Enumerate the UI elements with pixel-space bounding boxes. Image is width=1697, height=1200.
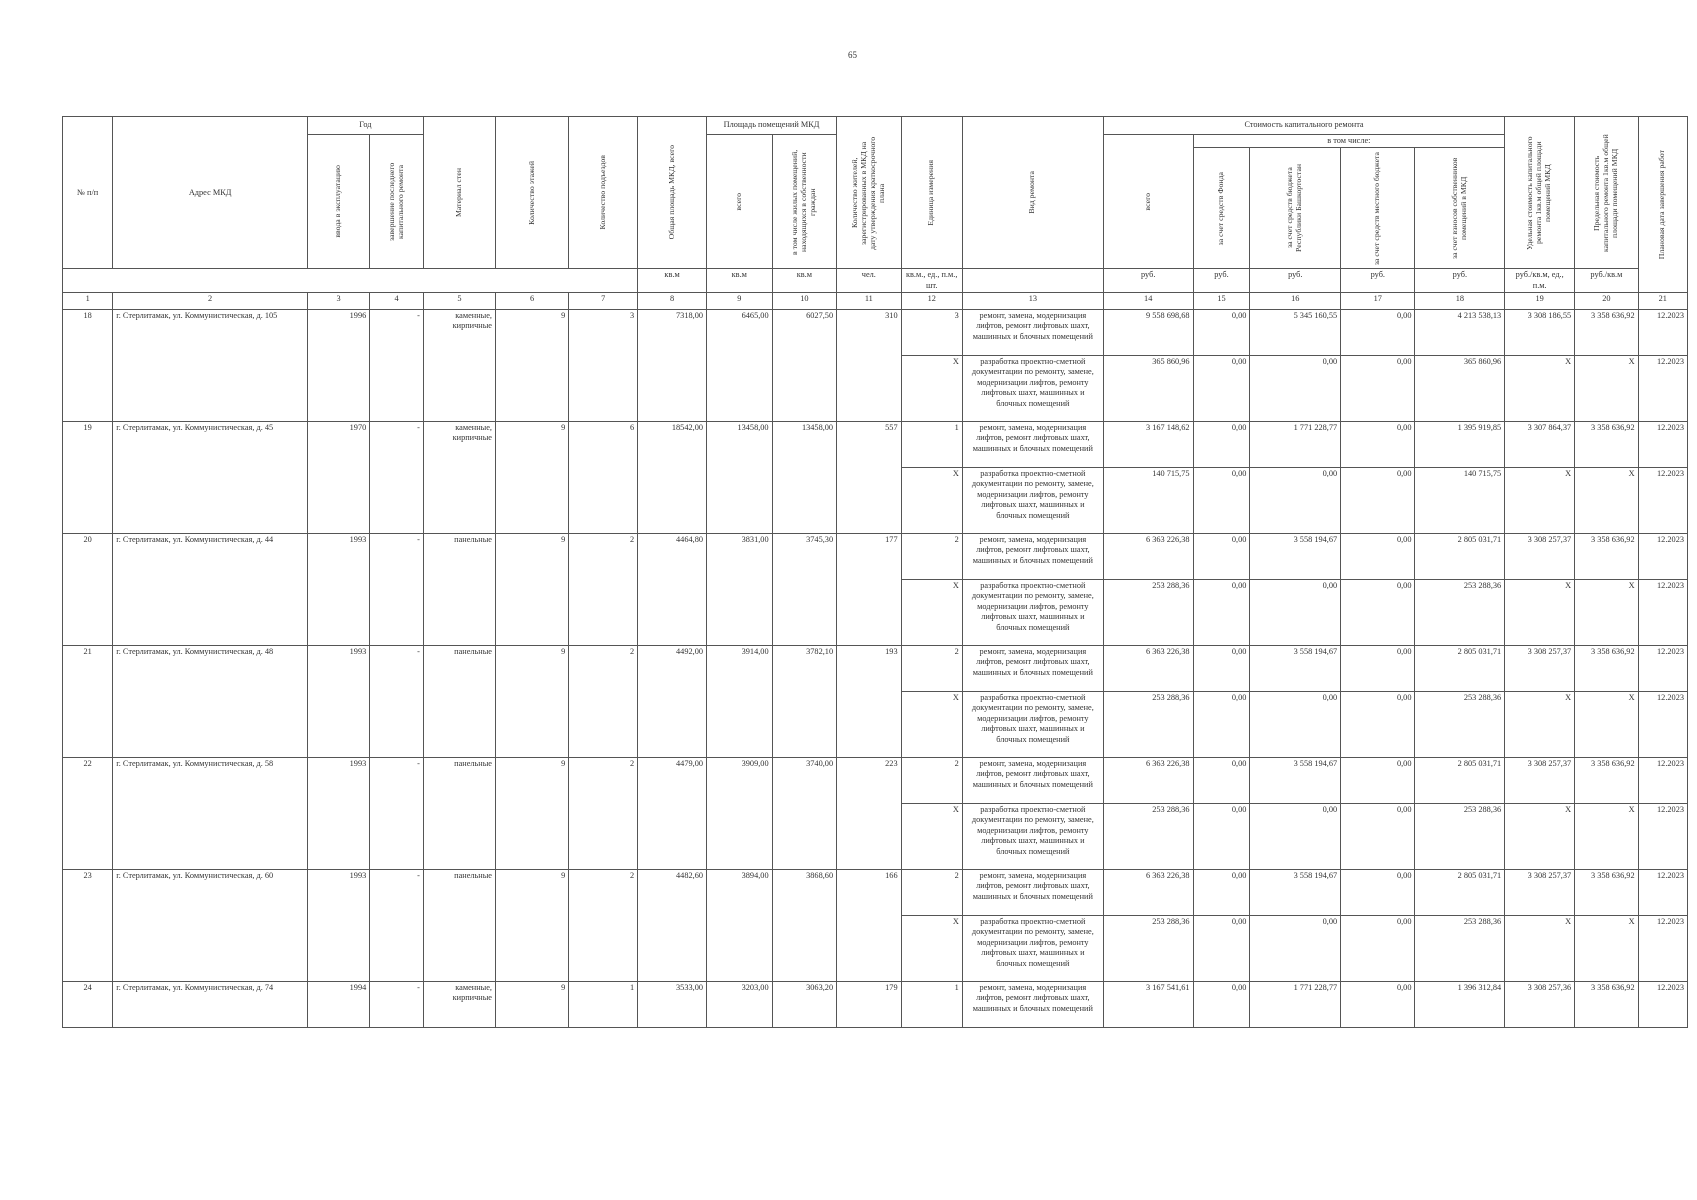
cost-local-cell: 0,00 [1341, 646, 1415, 692]
cost-owners-cell: 365 860,96 [1415, 356, 1505, 422]
work-type-cell: разработка проектно-сметной документации по ремонту, замене, модернизации лифтов, ремонту лифтовых шахт, машинных и блочных помещений [962, 468, 1103, 534]
unit-measure-cell: X [901, 692, 962, 758]
units-row [63, 269, 1688, 293]
column-index: 1 [63, 293, 113, 310]
address-cell: г. Стерлитамак, ул. Коммунистическая, д. 58 [113, 758, 308, 870]
header-year-group: Год [307, 117, 423, 135]
area-residential-cell: 13458,00 [772, 422, 837, 534]
table-row [63, 870, 1688, 916]
row-number: 21 [63, 646, 113, 758]
residents-cell: 557 [837, 422, 902, 534]
header-cost-fund: за счет средств Фонда [1193, 148, 1250, 269]
column-index: 6 [496, 293, 569, 310]
cost-owners-cell: 140 715,75 [1415, 468, 1505, 534]
floors-cell: 9 [496, 982, 569, 1028]
unit-measure-cell: 1 [901, 982, 962, 1028]
floors-cell: 9 [496, 758, 569, 870]
planned-date-cell: 12.2023 [1638, 916, 1687, 982]
year-commission-cell: 1993 [307, 646, 369, 758]
planned-date-cell: 12.2023 [1638, 646, 1687, 692]
unit-cell: чел. [837, 269, 902, 293]
header-area-residential: в том числе жилых помещений, находящихся в собственности граждан [772, 135, 837, 269]
header-num: № п/п [63, 117, 113, 269]
header-cost-incl: в том числе: [1193, 135, 1505, 148]
wall-material-cell: каменные, кирпичные [423, 982, 495, 1028]
column-index: 11 [837, 293, 902, 310]
cost-local-cell: 0,00 [1341, 758, 1415, 804]
cost-fund-cell: 0,00 [1193, 870, 1250, 916]
unit-cost-cell: 3 308 257,37 [1505, 758, 1575, 804]
table-row [63, 310, 1688, 356]
area-total-cell: 3914,00 [707, 646, 773, 758]
unit-cell: руб. [1415, 269, 1505, 293]
column-index: 12 [901, 293, 962, 310]
unit-cost-cell: 3 308 257,37 [1505, 534, 1575, 580]
page-number: 65 [848, 50, 857, 60]
wall-material-cell: каменные, кирпичные [423, 422, 495, 534]
year-last-repair-cell: - [370, 982, 424, 1028]
unit-measure-cell: X [901, 356, 962, 422]
year-commission-cell: 1970 [307, 422, 369, 534]
planned-date-cell: 12.2023 [1638, 982, 1687, 1028]
planned-date-cell: 12.2023 [1638, 692, 1687, 758]
wall-material-cell: каменные, кирпичные [423, 310, 495, 422]
cost-fund-cell: 0,00 [1193, 804, 1250, 870]
column-index-row [63, 293, 1688, 310]
cost-owners-cell: 1 396 312,84 [1415, 982, 1505, 1028]
table-row [63, 534, 1688, 580]
cost-rb-cell: 0,00 [1250, 916, 1341, 982]
total-area-cell: 4464,80 [638, 534, 707, 646]
row-number: 18 [63, 310, 113, 422]
area-total-cell: 3831,00 [707, 534, 773, 646]
floors-cell: 9 [496, 870, 569, 982]
max-cost-cell: 3 358 636,92 [1575, 982, 1638, 1028]
row-number: 23 [63, 870, 113, 982]
header-cost-total: всего [1103, 135, 1193, 269]
cost-total-cell: 253 288,36 [1103, 692, 1193, 758]
year-last-repair-cell: - [370, 422, 424, 534]
cost-total-cell: 9 558 698,68 [1103, 310, 1193, 356]
planned-date-cell: 12.2023 [1638, 468, 1687, 534]
header-residents: Количество жителей, зарегистрированных в МКД на дату утверждения краткосрочного плана [837, 117, 902, 269]
unit-cell: кв.м [638, 269, 707, 293]
unit-cell: кв.м [772, 269, 837, 293]
area-residential-cell: 3782,10 [772, 646, 837, 758]
row-number: 24 [63, 982, 113, 1028]
cost-rb-cell: 0,00 [1250, 804, 1341, 870]
column-index: 5 [423, 293, 495, 310]
unit-cost-cell: X [1505, 580, 1575, 646]
cost-owners-cell: 2 805 031,71 [1415, 534, 1505, 580]
column-index: 9 [707, 293, 773, 310]
row-number: 20 [63, 534, 113, 646]
entrances-cell: 2 [569, 534, 638, 646]
row-number: 22 [63, 758, 113, 870]
year-last-repair-cell: - [370, 870, 424, 982]
unit-cell: руб. [1103, 269, 1193, 293]
cost-owners-cell: 2 805 031,71 [1415, 646, 1505, 692]
cost-fund-cell: 0,00 [1193, 534, 1250, 580]
cost-local-cell: 0,00 [1341, 982, 1415, 1028]
header-max-cost: Предельная стоимость капитального ремонта 1кв.м общей площади помещений МКД [1575, 117, 1638, 269]
area-residential-cell: 3063,20 [772, 982, 837, 1028]
cost-fund-cell: 0,00 [1193, 982, 1250, 1028]
header-unit: Единица измерения [901, 117, 962, 269]
planned-date-cell: 12.2023 [1638, 870, 1687, 916]
total-area-cell: 4479,00 [638, 758, 707, 870]
unit-cost-cell: X [1505, 916, 1575, 982]
column-index: 7 [569, 293, 638, 310]
column-index: 10 [772, 293, 837, 310]
unit-cell: кв.м [707, 269, 773, 293]
unit-cell: руб./кв.м, ед., п.м. [1505, 269, 1575, 293]
year-last-repair-cell: - [370, 646, 424, 758]
header-cost-rb: за счет средств бюджета Республики Башкортостан [1250, 148, 1341, 269]
work-type-cell: ремонт, замена, модернизация лифтов, ремонт лифтовых шахт, машинных и блочных помещений [962, 982, 1103, 1028]
header-planned-date: Плановая дата завершения работ [1638, 117, 1687, 293]
work-type-cell: ремонт, замена, модернизация лифтов, ремонт лифтовых шахт, машинных и блочных помещений [962, 422, 1103, 468]
cost-local-cell: 0,00 [1341, 356, 1415, 422]
cost-local-cell: 0,00 [1341, 692, 1415, 758]
max-cost-cell: X [1575, 916, 1638, 982]
cost-fund-cell: 0,00 [1193, 580, 1250, 646]
cost-owners-cell: 253 288,36 [1415, 692, 1505, 758]
work-type-cell: ремонт, замена, модернизация лифтов, ремонт лифтовых шахт, машинных и блочных помещений [962, 646, 1103, 692]
header-total-area: Общая площадь МКД, всего [638, 117, 707, 269]
unit-cost-cell: X [1505, 468, 1575, 534]
area-total-cell: 3203,00 [707, 982, 773, 1028]
cost-fund-cell: 0,00 [1193, 692, 1250, 758]
cost-rb-cell: 3 558 194,67 [1250, 758, 1341, 804]
planned-date-cell: 12.2023 [1638, 356, 1687, 422]
work-type-cell: разработка проектно-сметной документации по ремонту, замене, модернизации лифтов, ремонту лифтовых шахт, машинных и блочных помещений [962, 916, 1103, 982]
column-index: 8 [638, 293, 707, 310]
column-index: 15 [1193, 293, 1250, 310]
residents-cell: 179 [837, 982, 902, 1028]
cost-fund-cell: 0,00 [1193, 758, 1250, 804]
year-commission-cell: 1993 [307, 758, 369, 870]
entrances-cell: 2 [569, 758, 638, 870]
address-cell: г. Стерлитамак, ул. Коммунистическая, д. 74 [113, 982, 308, 1028]
column-index: 3 [307, 293, 369, 310]
work-type-cell: разработка проектно-сметной документации по ремонту, замене, модернизации лифтов, ремонту лифтовых шахт, машинных и блочных помещений [962, 580, 1103, 646]
cost-local-cell: 0,00 [1341, 916, 1415, 982]
work-type-cell: ремонт, замена, модернизация лифтов, ремонт лифтовых шахт, машинных и блочных помещений [962, 534, 1103, 580]
header-work-type: Вид ремонта [962, 117, 1103, 269]
floors-cell: 9 [496, 646, 569, 758]
area-residential-cell: 3745,30 [772, 534, 837, 646]
unit-cell: руб. [1250, 269, 1341, 293]
cost-rb-cell: 1 771 228,77 [1250, 982, 1341, 1028]
header-address: Адрес МКД [113, 117, 308, 269]
unit-cost-cell: 3 307 864,37 [1505, 422, 1575, 468]
column-index: 13 [962, 293, 1103, 310]
planned-date-cell: 12.2023 [1638, 422, 1687, 468]
cost-total-cell: 253 288,36 [1103, 804, 1193, 870]
header-cost-owners: за счет взносов собственников помещений в МКД [1415, 148, 1505, 269]
entrances-cell: 2 [569, 870, 638, 982]
cost-fund-cell: 0,00 [1193, 422, 1250, 468]
cost-rb-cell: 3 558 194,67 [1250, 870, 1341, 916]
wall-material-cell: панельные [423, 534, 495, 646]
area-total-cell: 3909,00 [707, 758, 773, 870]
residents-cell: 193 [837, 646, 902, 758]
area-residential-cell: 6027,50 [772, 310, 837, 422]
cost-local-cell: 0,00 [1341, 580, 1415, 646]
cost-rb-cell: 0,00 [1250, 580, 1341, 646]
cost-rb-cell: 0,00 [1250, 356, 1341, 422]
unit-cell: кв.м., ед., п.м., шт. [901, 269, 962, 293]
year-commission-cell: 1994 [307, 982, 369, 1028]
cost-total-cell: 365 860,96 [1103, 356, 1193, 422]
unit-measure-cell: X [901, 916, 962, 982]
unit-measure-cell: X [901, 468, 962, 534]
work-type-cell: разработка проектно-сметной документации по ремонту, замене, модернизации лифтов, ремонту лифтовых шахт, машинных и блочных помещений [962, 692, 1103, 758]
planned-date-cell: 12.2023 [1638, 758, 1687, 804]
cost-local-cell: 0,00 [1341, 422, 1415, 468]
cost-local-cell: 0,00 [1341, 804, 1415, 870]
year-commission-cell: 1993 [307, 534, 369, 646]
cost-owners-cell: 253 288,36 [1415, 916, 1505, 982]
residents-cell: 223 [837, 758, 902, 870]
cost-total-cell: 253 288,36 [1103, 580, 1193, 646]
unit-cost-cell: X [1505, 356, 1575, 422]
unit-cell [962, 269, 1103, 293]
planned-date-cell: 12.2023 [1638, 310, 1687, 356]
year-commission-cell: 1996 [307, 310, 369, 422]
max-cost-cell: X [1575, 356, 1638, 422]
header-unit-cost: Удельная стоимость капитального ремонта 1кв.м общей площади помещений МКД [1505, 117, 1575, 269]
cost-fund-cell: 0,00 [1193, 646, 1250, 692]
year-commission-cell: 1993 [307, 870, 369, 982]
cost-owners-cell: 253 288,36 [1415, 804, 1505, 870]
cost-total-cell: 6 363 226,38 [1103, 534, 1193, 580]
unit-measure-cell: X [901, 580, 962, 646]
address-cell: г. Стерлитамак, ул. Коммунистическая, д. 44 [113, 534, 308, 646]
unit-measure-cell: X [901, 804, 962, 870]
address-cell: г. Стерлитамак, ул. Коммунистическая, д. 48 [113, 646, 308, 758]
repair-register-table [62, 116, 1688, 1028]
area-residential-cell: 3740,00 [772, 758, 837, 870]
residents-cell: 166 [837, 870, 902, 982]
cost-fund-cell: 0,00 [1193, 356, 1250, 422]
cost-local-cell: 0,00 [1341, 310, 1415, 356]
max-cost-cell: 3 358 636,92 [1575, 870, 1638, 916]
column-index: 18 [1415, 293, 1505, 310]
max-cost-cell: X [1575, 468, 1638, 534]
wall-material-cell: панельные [423, 758, 495, 870]
area-residential-cell: 3868,60 [772, 870, 837, 982]
address-cell: г. Стерлитамак, ул. Коммунистическая, д. 45 [113, 422, 308, 534]
year-last-repair-cell: - [370, 534, 424, 646]
planned-date-cell: 12.2023 [1638, 580, 1687, 646]
unit-cost-cell: X [1505, 692, 1575, 758]
area-total-cell: 6465,00 [707, 310, 773, 422]
unit-measure-cell: 2 [901, 758, 962, 804]
column-index: 19 [1505, 293, 1575, 310]
cost-fund-cell: 0,00 [1193, 916, 1250, 982]
work-type-cell: ремонт, замена, модернизация лифтов, ремонт лифтовых шахт, машинных и блочных помещений [962, 310, 1103, 356]
work-type-cell: разработка проектно-сметной документации по ремонту, замене, модернизации лифтов, ремонту лифтовых шахт, машинных и блочных помещений [962, 356, 1103, 422]
unit-measure-cell: 2 [901, 534, 962, 580]
max-cost-cell: X [1575, 692, 1638, 758]
header-area-group: Площадь помещений МКД [707, 117, 837, 135]
total-area-cell: 7318,00 [638, 310, 707, 422]
unit-cell: руб. [1193, 269, 1250, 293]
unit-cost-cell: 3 308 257,37 [1505, 870, 1575, 916]
year-last-repair-cell: - [370, 758, 424, 870]
work-type-cell: ремонт, замена, модернизация лифтов, ремонт лифтовых шахт, машинных и блочных помещений [962, 758, 1103, 804]
wall-material-cell: панельные [423, 646, 495, 758]
cost-rb-cell: 3 558 194,67 [1250, 646, 1341, 692]
floors-cell: 9 [496, 310, 569, 422]
max-cost-cell: 3 358 636,92 [1575, 758, 1638, 804]
total-area-cell: 4482,60 [638, 870, 707, 982]
cost-local-cell: 0,00 [1341, 468, 1415, 534]
unit-cost-cell: 3 308 186,55 [1505, 310, 1575, 356]
column-index: 17 [1341, 293, 1415, 310]
planned-date-cell: 12.2023 [1638, 804, 1687, 870]
column-index: 2 [113, 293, 308, 310]
header-wall-material: Материал стен [423, 117, 495, 269]
header-cost-local: за счет средств местного бюджета [1341, 148, 1415, 269]
cost-owners-cell: 2 805 031,71 [1415, 758, 1505, 804]
table-body [63, 310, 1688, 1028]
work-type-cell: разработка проектно-сметной документации по ремонту, замене, модернизации лифтов, ремонту лифтовых шахт, машинных и блочных помещений [962, 804, 1103, 870]
unit-cost-cell: X [1505, 804, 1575, 870]
cost-rb-cell: 0,00 [1250, 692, 1341, 758]
max-cost-cell: X [1575, 804, 1638, 870]
floors-cell: 9 [496, 534, 569, 646]
cost-local-cell: 0,00 [1341, 870, 1415, 916]
header-entrances: Количество подъездов [569, 117, 638, 269]
unit-cell: руб. [1341, 269, 1415, 293]
unit-measure-cell: 2 [901, 646, 962, 692]
wall-material-cell: панельные [423, 870, 495, 982]
unit-measure-cell: 1 [901, 422, 962, 468]
max-cost-cell: 3 358 636,92 [1575, 534, 1638, 580]
column-index: 4 [370, 293, 424, 310]
entrances-cell: 3 [569, 310, 638, 422]
cost-total-cell: 6 363 226,38 [1103, 646, 1193, 692]
cost-total-cell: 6 363 226,38 [1103, 758, 1193, 804]
cost-total-cell: 6 363 226,38 [1103, 870, 1193, 916]
residents-cell: 310 [837, 310, 902, 422]
cost-rb-cell: 3 558 194,67 [1250, 534, 1341, 580]
table-row [63, 982, 1688, 1028]
column-index: 14 [1103, 293, 1193, 310]
cost-owners-cell: 1 395 919,85 [1415, 422, 1505, 468]
cost-fund-cell: 0,00 [1193, 310, 1250, 356]
cost-total-cell: 3 167 148,62 [1103, 422, 1193, 468]
row-number: 19 [63, 422, 113, 534]
entrances-cell: 1 [569, 982, 638, 1028]
column-index: 16 [1250, 293, 1341, 310]
cost-owners-cell: 4 213 538,13 [1415, 310, 1505, 356]
area-total-cell: 13458,00 [707, 422, 773, 534]
header-cost-group: Стоимость капитального ремонта [1103, 117, 1504, 135]
cost-rb-cell: 1 771 228,77 [1250, 422, 1341, 468]
year-last-repair-cell: - [370, 310, 424, 422]
unit-measure-cell: 2 [901, 870, 962, 916]
area-total-cell: 3894,00 [707, 870, 773, 982]
max-cost-cell: 3 358 636,92 [1575, 310, 1638, 356]
column-index: 21 [1638, 293, 1687, 310]
cost-owners-cell: 253 288,36 [1415, 580, 1505, 646]
floors-cell: 9 [496, 422, 569, 534]
unit-cell: руб./кв.м [1575, 269, 1638, 293]
planned-date-cell: 12.2023 [1638, 534, 1687, 580]
cost-fund-cell: 0,00 [1193, 468, 1250, 534]
cost-rb-cell: 5 345 160,55 [1250, 310, 1341, 356]
cost-local-cell: 0,00 [1341, 534, 1415, 580]
max-cost-cell: X [1575, 580, 1638, 646]
address-cell: г. Стерлитамак, ул. Коммунистическая, д. 105 [113, 310, 308, 422]
unit-measure-cell: 3 [901, 310, 962, 356]
header-year-last-repair: завершение последнего капитального ремонта [370, 135, 424, 269]
entrances-cell: 2 [569, 646, 638, 758]
cost-total-cell: 3 167 541,61 [1103, 982, 1193, 1028]
residents-cell: 177 [837, 534, 902, 646]
max-cost-cell: 3 358 636,92 [1575, 646, 1638, 692]
entrances-cell: 6 [569, 422, 638, 534]
unit-cost-cell: 3 308 257,37 [1505, 646, 1575, 692]
max-cost-cell: 3 358 636,92 [1575, 422, 1638, 468]
header-area-total: всего [707, 135, 773, 269]
header-floors: Количество этажей [496, 117, 569, 269]
table-row [63, 758, 1688, 804]
total-area-cell: 4492,00 [638, 646, 707, 758]
cost-total-cell: 140 715,75 [1103, 468, 1193, 534]
total-area-cell: 3533,00 [638, 982, 707, 1028]
column-index: 20 [1575, 293, 1638, 310]
cost-owners-cell: 2 805 031,71 [1415, 870, 1505, 916]
unit-cost-cell: 3 308 257,36 [1505, 982, 1575, 1028]
table-row [63, 422, 1688, 468]
header-year-commission: ввода в эксплуатацию [307, 135, 369, 269]
work-type-cell: ремонт, замена, модернизация лифтов, ремонт лифтовых шахт, машинных и блочных помещений [962, 870, 1103, 916]
cost-total-cell: 253 288,36 [1103, 916, 1193, 982]
address-cell: г. Стерлитамак, ул. Коммунистическая, д. 60 [113, 870, 308, 982]
cost-rb-cell: 0,00 [1250, 468, 1341, 534]
table-row [63, 646, 1688, 692]
total-area-cell: 18542,00 [638, 422, 707, 534]
